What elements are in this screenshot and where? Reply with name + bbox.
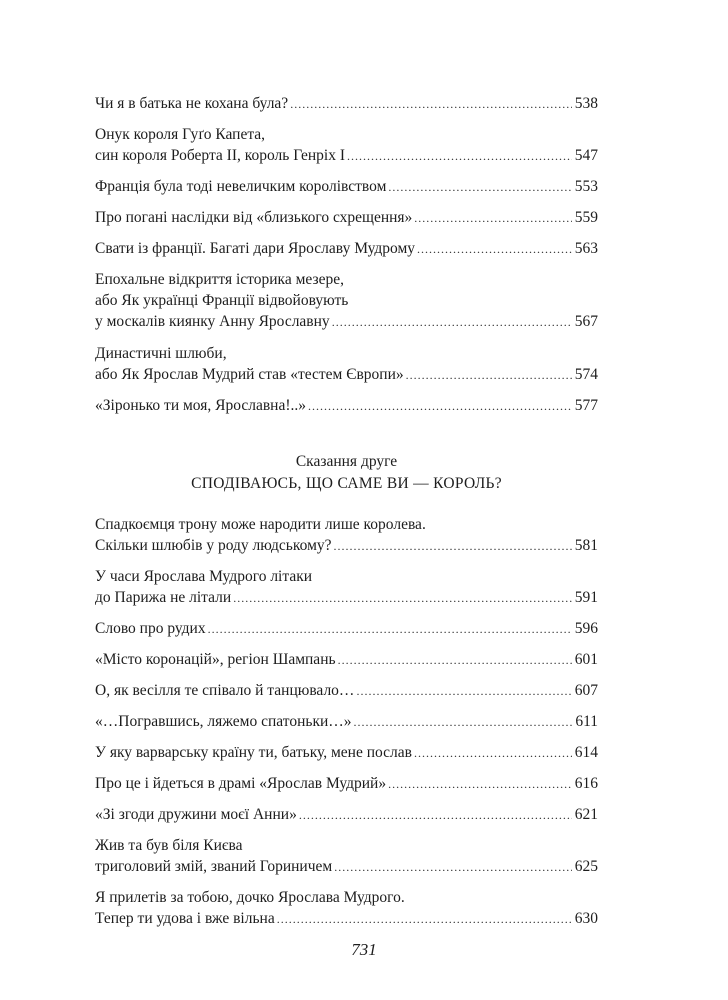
leader-dots [308, 396, 572, 417]
leader-dots [299, 805, 572, 826]
toc-entry [95, 514, 598, 557]
leader-dots [388, 774, 572, 795]
toc-entry [95, 395, 598, 417]
toc-entry-page: 577 [574, 397, 598, 414]
toc-entry-page: 591 [574, 589, 598, 606]
toc-entry-title: Чи я в батька не кохана була? [95, 95, 289, 112]
toc-entry [95, 711, 598, 733]
toc-entry-title-line: Династичні шлюби, [95, 345, 227, 362]
toc-entry [95, 269, 598, 333]
toc-entry-page: 621 [574, 806, 598, 823]
toc-entry [95, 93, 598, 115]
leader-dots [388, 177, 571, 198]
toc-entry-title: син короля Роберта ІІ, король Генріх І [95, 147, 346, 164]
toc-entry [95, 207, 598, 229]
leader-dots [347, 146, 572, 167]
toc-entry [95, 238, 598, 260]
toc-entry [95, 343, 598, 386]
toc-entry [95, 176, 598, 198]
toc-entry-title-line: Спадкоємця трону може народити лише королева. [95, 516, 426, 533]
toc-entry [95, 680, 598, 702]
toc-entry-title: Франція була тоді невеличким королівством [95, 178, 387, 195]
toc-entry-title: Свати із франції. Багаті дари Ярославу Мудрому [95, 240, 416, 257]
leader-dots [414, 208, 571, 229]
toc-entry [95, 566, 598, 609]
leader-dots [208, 619, 572, 640]
section-heading [95, 451, 598, 495]
leader-dots [414, 743, 572, 764]
toc-entry [95, 742, 598, 764]
leader-dots [332, 312, 572, 333]
toc-entry-title: Про погані наслідки від «близького схрещення» [95, 209, 413, 226]
toc-entry-page: 559 [574, 209, 598, 226]
toc-entry-title: до Парижа не літали [95, 589, 232, 606]
toc-entry-title-line: Жив та був біля Києва [95, 837, 243, 854]
toc-entry-title-line: Епохальне відкриття історика мезере, [95, 271, 344, 288]
toc-entry [95, 124, 598, 167]
toc-entry-page: 625 [574, 858, 598, 875]
toc-entry-page: 630 [574, 910, 598, 927]
toc-entry-title-line: У часи Ярослава Мудрого літаки [95, 568, 313, 585]
toc-entry-page: 547 [574, 147, 598, 164]
page-number: 731 [351, 940, 377, 959]
toc-entry-page: 581 [574, 537, 598, 554]
toc-entry-page: 601 [574, 651, 598, 668]
leader-dots [233, 588, 572, 609]
section-subtitle: Сказання друге [295, 453, 398, 470]
toc-entry-page: 574 [574, 366, 598, 383]
toc-entry-page: 607 [574, 682, 598, 699]
section-title: СПОДІВАЮСЬ, ЩО САМЕ ВИ — КОРОЛЬ? [191, 475, 502, 492]
toc-entry-page: 563 [574, 240, 598, 257]
toc-entry-title-line: Онук короля Гуґо Капета, [95, 126, 266, 143]
toc-entry-page: 616 [574, 775, 598, 792]
toc-entry-title: У яку варварську країну ти, батьку, мене послав [95, 744, 412, 761]
leader-dots [334, 857, 572, 878]
leader-dots [277, 909, 572, 930]
toc-entry-page: 596 [574, 620, 598, 637]
toc-entry-title-line: Я прилетів за тобою, дочко Ярослава Мудрого. [95, 889, 405, 906]
leader-dots [417, 239, 572, 260]
toc-entry-title: «Зіронько ти моя, Ярославна!..» [95, 397, 307, 414]
toc-entry-page: 553 [574, 178, 598, 195]
leader-dots [338, 650, 572, 671]
leader-dots [356, 681, 571, 702]
toc-entry-title: «Місто коронацій», регіон Шампань [95, 651, 336, 668]
toc-entry-page: 614 [574, 744, 598, 761]
toc-entry-page: 611 [575, 713, 598, 730]
toc-entry [95, 887, 598, 930]
toc-entry [95, 649, 598, 671]
toc-entry-title: триголовий змій, званий Гориничем [95, 858, 333, 875]
toc-entry [95, 804, 598, 826]
toc-entry-title: Про це і йдеться в драмі «Ярослав Мудрий» [95, 775, 387, 792]
leader-dots [406, 365, 572, 386]
toc-entry-title: Скільки шлюбів у роду людському? [95, 537, 332, 554]
toc-entry-title: О, як весілля те співало й танцювало… [95, 682, 355, 699]
toc-entry-page: 567 [574, 313, 598, 330]
toc-entry-title: Тепер ти удова і вже вільна [95, 910, 275, 927]
toc-entry [95, 835, 598, 878]
toc-entry-title: «Зі згоди дружини моєї Анни» [95, 806, 297, 823]
leader-dots [354, 712, 573, 733]
toc-entry-title: або Як Ярослав Мудрий став «тестем Європи» [95, 366, 404, 383]
toc-entry [95, 618, 598, 640]
toc-entry-page: 538 [574, 95, 598, 112]
toc-entry-title: «…Погравшись, ляжемо спатоньки…» [95, 713, 352, 730]
toc-entry-title: Слово про рудих [95, 620, 206, 637]
toc-entry-title: у москалів киянку Анну Ярославну [95, 313, 330, 330]
leader-dots [290, 94, 572, 115]
leader-dots [334, 536, 572, 557]
toc-entry-title-line: або Як українці Франції відвойовують [95, 292, 349, 309]
toc-entry [95, 773, 598, 795]
